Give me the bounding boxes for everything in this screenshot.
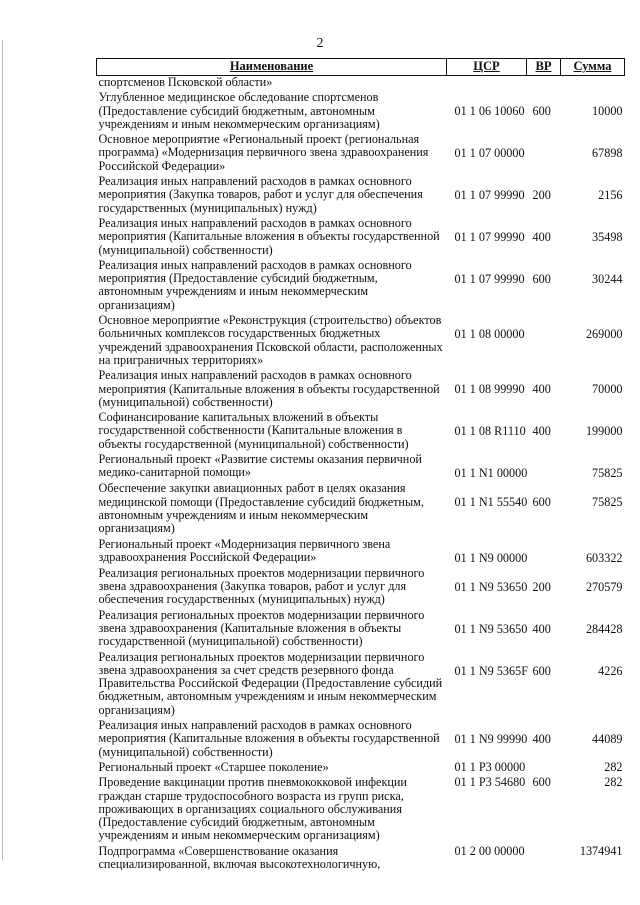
row-vr-cell: 600 (532, 104, 551, 119)
row-name-cell: Региональный проект «Модернизация первичного звена здравоохранения Российской Федерации» (98, 536, 391, 564)
table-row (97, 259, 625, 314)
row-csr-cell (447, 76, 527, 92)
row-sum-cell: 10000 (592, 104, 623, 119)
table-row (97, 845, 625, 874)
row-vr-cell (527, 76, 561, 92)
table-row (97, 411, 625, 453)
row-name-cell: Проведение вакцинации против пневмококковой инфекции граждан старше трудоспособного возраста из групп риска, проживающих в организациях социального обслуживания (Предоставление субсидий бюджетным, автономным учреждениям и иным некоммерческим организациям) (98, 775, 407, 843)
row-csr-cell: 01 1 08 R1110 (454, 424, 526, 439)
row-csr-cell: 01 1 N1 00000 (454, 466, 528, 481)
row-name-cell: Реализация иных направлений расходов в рамках основного мероприятия (Капитальные вложения в объекты государственной (муниципальной) собственности) (98, 368, 440, 409)
row-name-cell: Региональный проект «Развитие системы оказания первичной медико-санитарной помощи» (98, 452, 422, 480)
row-vr-cell: 400 (532, 424, 551, 439)
row-sum-cell: 35498 (592, 229, 623, 244)
row-vr-cell: 400 (532, 382, 551, 397)
row-sum-cell: 30244 (592, 271, 623, 286)
table-row (97, 609, 625, 651)
row-sum-cell: 1374941 (579, 843, 623, 858)
table-row (97, 133, 625, 175)
row-sum-cell: 70000 (592, 382, 623, 397)
row-vr-cell: 600 (532, 775, 551, 790)
row-csr-cell: 01 1 07 99990 (454, 188, 525, 203)
row-sum-cell: 269000 (585, 327, 623, 342)
row-sum-cell: 67898 (592, 146, 623, 161)
row-vr-cell (527, 453, 561, 482)
table-row (97, 538, 625, 567)
row-name-cell: Углубленное медицинское обследование спортсменов (Предоставление субсидий бюджетным, автономным учреждениям и иным некоммерческим организациям) (98, 90, 380, 131)
row-sum-cell: 75825 (592, 495, 623, 510)
row-vr-cell: 600 (532, 663, 551, 678)
row-csr-cell: 01 1 N9 99990 (454, 732, 528, 747)
row-sum-cell: 282 (604, 759, 623, 774)
table-row (97, 314, 625, 369)
table-body (97, 76, 625, 874)
row-name-cell: Реализация иных направлений расходов в рамках основного мероприятия (Закупка товаров, работ и услуг для обеспечения государственных (муниципальных) нужд) (98, 174, 423, 215)
scan-edge-line (2, 40, 3, 860)
row-name-cell: Реализация иных направлений расходов в рамках основного мероприятия (Предоставление субсидий бюджетным, автономным учреждениям и иным некоммерческим организациям) (98, 257, 412, 312)
table-row (97, 217, 625, 259)
row-sum-cell: 270579 (585, 579, 623, 594)
row-vr-cell (527, 761, 561, 776)
row-sum-cell: 284428 (585, 621, 623, 636)
row-sum-cell: 199000 (585, 424, 623, 439)
row-csr-cell: 01 1 N1 55540 (454, 495, 528, 510)
row-vr-cell (527, 845, 561, 874)
row-name-cell: Основное мероприятие «Реконструкция (строительство) объектов больничных комплексов государственных бюджетных учреждений здравоохранения Псковской области, расположенных на приграничных территориях» (98, 313, 443, 367)
row-name-cell: Реализация региональных проектов модернизации первичного звена здравоохранения (Закупка товаров, работ и услуг для обеспечения государственных (муниципальных) нужд) (98, 565, 425, 607)
table-row (97, 453, 625, 482)
row-vr-cell: 400 (532, 621, 551, 636)
row-name-cell: Софинансирование капитальных вложений в объекты государственной собственности (Капитальные вложения в объекты государственной (муниципальной) собственности) (98, 410, 409, 451)
row-sum-cell: 282 (604, 775, 623, 790)
header-vr: ВР (527, 59, 561, 76)
table-row (97, 776, 625, 844)
row-sum-cell: 2156 (598, 188, 623, 203)
row-name-cell: Реализация иных направлений расходов в рамках основного мероприятия (Капитальные вложения в объекты государственной (муниципальной) собственности) (98, 215, 440, 257)
row-csr-cell: 01 1 07 00000 (454, 146, 525, 161)
row-csr-cell: 01 1 08 99990 (454, 382, 525, 397)
row-name-cell: Подпрограмма «Совершенствование оказания специализированной, включая высокотехнологичную, (98, 843, 381, 872)
row-csr-cell: 01 1 N9 53650 (454, 579, 528, 594)
table-row (97, 76, 625, 92)
row-sum-cell: 75825 (592, 466, 623, 481)
row-csr-cell: 01 1 06 10060 (454, 104, 525, 119)
row-csr-cell: 01 1 N9 00000 (454, 550, 528, 565)
table-header (97, 59, 625, 76)
page-number: 2 (316, 36, 324, 51)
row-sum-cell: 44089 (592, 732, 623, 747)
row-vr-cell: 400 (532, 732, 551, 747)
row-name-cell: Реализация региональных проектов модернизации первичного звена здравоохранения (Капитальные вложения в объекты государственной (муниципальной) собственности) (98, 607, 425, 649)
row-csr-cell: 01 1 07 99990 (454, 271, 525, 286)
row-sum-cell (561, 76, 625, 92)
header-row (97, 59, 625, 76)
row-vr-cell (527, 538, 561, 567)
row-vr-cell (527, 314, 561, 369)
row-name-cell: Основное мероприятие «Региональный проект (региональная программа) «Модернизация первичного звена здравоохранения Российской Федерации» (98, 132, 429, 173)
header-name: Наименование (97, 59, 447, 76)
row-name-cell: Реализация региональных проектов модернизации первичного звена здравоохранения за счет средств резервного фонда Правительства Российской Федерации (Предоставление субсидий бюджетным, автономным учреждениям и иным некоммерческим организациям) (98, 649, 443, 717)
table-row (97, 761, 625, 776)
row-csr-cell: 01 1 P3 00000 (454, 759, 526, 774)
row-vr-cell: 200 (532, 188, 551, 203)
row-csr-cell: 01 1 N9 53650 (454, 621, 528, 636)
table-row (97, 482, 625, 537)
row-name-cell: спортсменов Псковской области» (98, 75, 273, 89)
row-sum-cell: 603322 (585, 550, 623, 565)
table-row (97, 567, 625, 609)
row-sum-cell: 4226 (598, 663, 623, 678)
row-name-cell: Реализация иных направлений расходов в рамках основного мероприятия (Капитальные вложения в объекты государственной (муниципальной) собственности) (98, 718, 440, 759)
table-row (97, 91, 625, 133)
row-vr-cell: 400 (532, 229, 551, 244)
row-vr-cell (527, 133, 561, 175)
row-csr-cell: 01 1 08 00000 (454, 327, 525, 342)
row-vr-cell: 200 (532, 579, 551, 594)
row-vr-cell: 600 (532, 271, 551, 286)
budget-table (96, 58, 625, 873)
row-csr-cell: 01 2 00 00000 (454, 843, 525, 858)
row-name-cell: Обеспечение закупки авиационных работ в целях оказания медицинской помощи (Предоставление субсидий бюджетным, автономным учреждениям и иным некоммерческим организациям) (98, 481, 424, 536)
row-name-cell: Региональный проект «Старшее поколение» (98, 759, 329, 774)
table-row (97, 369, 625, 411)
row-csr-cell: 01 1 07 99990 (454, 229, 525, 244)
header-csr: ЦСР (447, 59, 527, 76)
row-csr-cell: 01 1 P3 54680 (454, 775, 526, 790)
row-csr-cell: 01 1 N9 5365F (454, 663, 528, 678)
table-row (97, 175, 625, 217)
header-sum: Сумма (561, 59, 625, 76)
table-row (97, 719, 625, 761)
row-vr-cell: 600 (532, 495, 551, 510)
table-row (97, 651, 625, 719)
